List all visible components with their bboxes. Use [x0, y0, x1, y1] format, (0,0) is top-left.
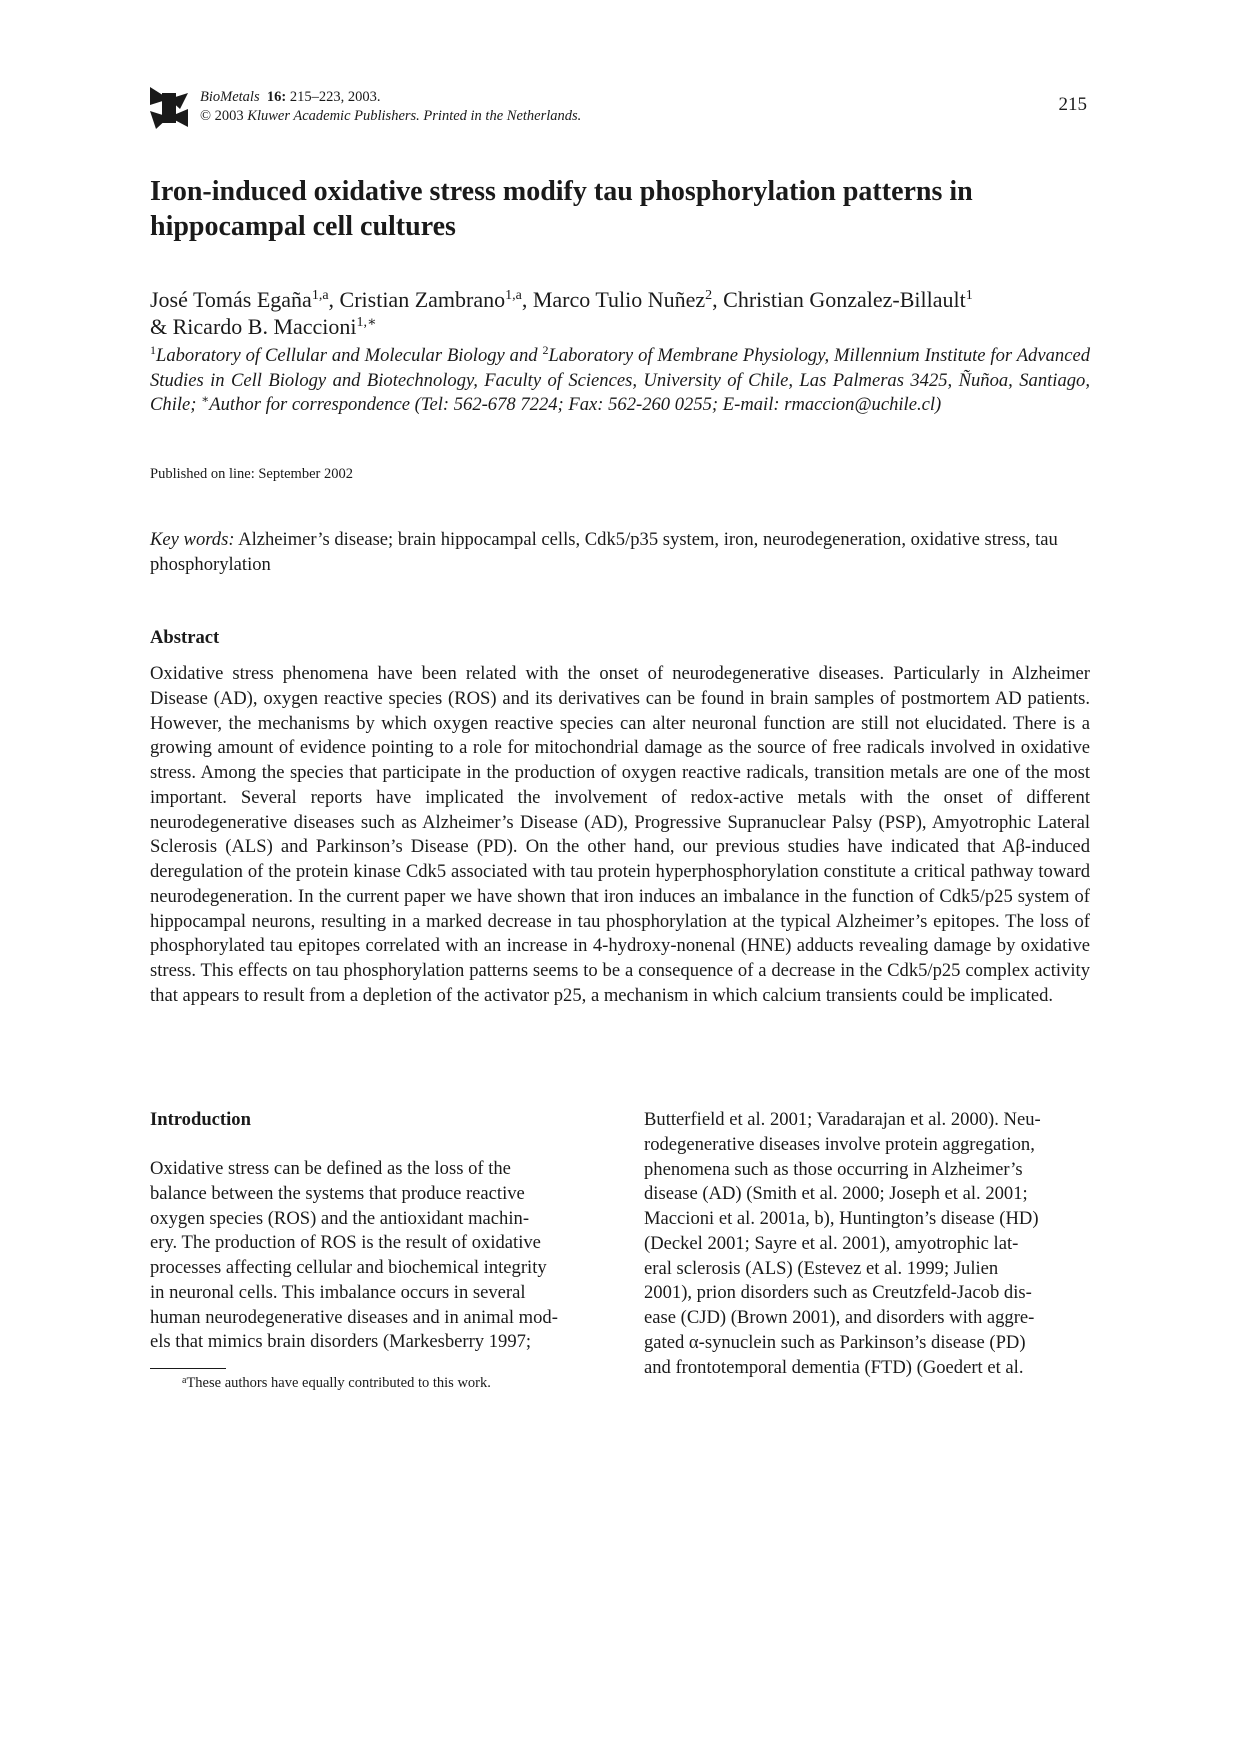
correspondence-mark: ∗	[201, 392, 210, 406]
author-affiliation-mark: 1,a	[311, 288, 329, 303]
author-name: Ricardo B. Maccioni	[172, 314, 357, 339]
publisher-line: Kluwer Academic Publishers. Printed in the Netherlands.	[247, 108, 582, 124]
author-separator: ,	[712, 287, 724, 312]
text-line: and frontotemporal dementia (FTD) (Goedert et al.	[644, 1356, 1024, 1378]
text-line: Oxidative stress can be defined as the loss of the	[150, 1158, 511, 1179]
text-line: Maccioni et al. 2001a, b), Huntington’s disease (HD)	[644, 1208, 1039, 1229]
footnote-text: These authors have equally contributed to this work.	[186, 1375, 491, 1391]
introduction-left-column	[150, 1157, 596, 1355]
copyright-prefix: © 2003	[200, 108, 244, 124]
author-separator: ,	[521, 287, 533, 312]
text-line: human neurodegenerative diseases and in animal mod-	[150, 1306, 558, 1328]
author-name: Christian Gonzalez-Billault	[723, 287, 966, 312]
text-line: balance between the systems that produce reactive	[150, 1182, 525, 1204]
text-line: els that mimics brain disorders (Markesberry 1997;	[150, 1331, 532, 1353]
text-line: (Deckel 2001; Sayre et al. 2001), amyotrophic lat-	[644, 1232, 1019, 1254]
journal-name: BioMetals	[200, 89, 260, 105]
page-number: 215	[1058, 94, 1087, 115]
affiliation-text: Laboratory of Cellular and Molecular Biology and	[156, 345, 543, 366]
author-name: José Tomás Egaña	[150, 287, 312, 312]
publisher-logo-icon	[150, 87, 188, 129]
text-line: phenomena such as those occurring in Alzheimer’s	[644, 1158, 1023, 1180]
introduction-heading: Introduction	[150, 1109, 251, 1130]
affiliation-text: Laboratory of Membrane Physiology, Millennium Institute for Advanced Studies in Cell Biology and Biotechnology, Faculty of Sciences, University of Chile, Las Palmeras 3425, Ñuñoa, Santiago, Chile;	[150, 345, 1090, 415]
journal-pages-year: 215–223, 2003.	[289, 89, 381, 105]
affiliations	[150, 344, 1090, 418]
abstract-heading: Abstract	[150, 627, 220, 648]
correspondence-text: Author for correspondence (Tel: 562-678 7224; Fax: 562-260 0255; E-mail: rmaccion@uchile.cl)	[209, 394, 942, 415]
journal-citation	[200, 88, 581, 126]
author-separator: &	[150, 314, 173, 339]
text-line: 2001), prion disorders such as Creutzfeld-Jacob dis-	[644, 1282, 1032, 1304]
footnote-mark: a	[182, 1375, 187, 1386]
text-line: oxygen species (ROS) and the antioxidant machin-	[150, 1207, 530, 1229]
keywords	[150, 528, 1090, 577]
paper-title: Iron-induced oxidative stress modify tau phosphorylation patterns in hippocampal cell cultures	[150, 176, 973, 242]
journal-volume: 16:	[266, 89, 287, 105]
text-line: Butterfield et al. 2001; Varadarajan et al. 2000). Neu-	[644, 1109, 1041, 1130]
abstract-text: Oxidative stress phenomena have been related with the onset of neurodegenerative diseases. Particularly in Alzheimer Disease (AD), oxygen reactive species (ROS) and its derivatives can be found in brain samples of postmortem AD patients. However, the mechanisms by which oxygen reactive species can alter neuronal function are still not elucidated. There is a growing amount of evidence pointing to a role for mitochondrial damage as the source of free radicals involved in oxidative stress. Among the species that participate in the production of oxygen reactive radicals, transition metals are one of the most important. Several reports have implicated the involvement of redox-active metals with the onset of different neurodegenerative diseases such as Alzheimer’s Disease (AD), Progressive Supranuclear Palsy (PSP), Amyotrophic Lateral Sclerosis (ALS) and Parkinson’s Disease (PD). On the other hand, our previous studies have indicated that Aβ-induced deregulation of the protein kinase Cdk5 associated with tau protein hyperphosphorylation constitute a critical pathway toward neurodegeneration. In the current paper we have shown that iron induces an imbalance in the function of Cdk5/p25 system of hippocampal neurons, resulting in a marked decrease in tau phosphorylation at the typical Alzheimer’s epitopes. The loss of phosphorylated tau epitopes correlated with an increase in 4-hydroxy-nonenal (HNE) adducts revealing damage by oxidative stress. This effects on tau phosphorylation patterns seems to be a consequence of a decrease in the Cdk5/p25 complex activity that appears to result from a depletion of the activator p25, a mechanism in which calcium transients could be implicated.	[150, 663, 1090, 1006]
author-affiliation-mark: 1	[965, 288, 973, 303]
affiliation-mark: 2	[542, 343, 549, 357]
author-name: Marco Tulio Nuñez	[532, 287, 706, 312]
text-line: disease (AD) (Smith et al. 2000; Joseph et al. 2001;	[644, 1183, 1028, 1205]
introduction-right-column	[644, 1108, 1090, 1380]
footnote	[182, 1375, 491, 1392]
text-line: ery. The production of ROS is the result of oxidative	[150, 1232, 541, 1254]
text-line: gated α-synuclein such as Parkinson’s disease (PD)	[644, 1331, 1026, 1353]
author-separator: ,	[328, 287, 340, 312]
author-list	[150, 286, 1095, 340]
keywords-text: Alzheimer’s disease; brain hippocampal cells, Cdk5/p35 system, iron, neurodegeneration, oxidative stress, tau phosphorylation	[150, 529, 1058, 575]
author-affiliation-mark: 2	[705, 288, 713, 303]
author-affiliation-mark: 1,∗	[356, 315, 377, 330]
author-name: Cristian Zambrano	[339, 287, 506, 312]
author-affiliation-mark: 1,a	[505, 288, 522, 303]
keywords-label: Key words:	[150, 529, 235, 550]
text-line: in neuronal cells. This imbalance occurs in several	[150, 1281, 526, 1303]
text-line: eral sclerosis (ALS) (Estevez et al. 1999; Julien	[644, 1257, 999, 1279]
text-line: rodegenerative diseases involve protein aggregation,	[644, 1133, 1035, 1155]
text-line: processes affecting cellular and biochemical integrity	[150, 1257, 547, 1278]
footnote-divider	[150, 1368, 226, 1369]
text-line: ease (CJD) (Brown 2001), and disorders with aggre-	[644, 1307, 1035, 1328]
published-date: Published on line: September 2002	[150, 466, 353, 482]
affiliation-mark: 1	[150, 343, 156, 357]
